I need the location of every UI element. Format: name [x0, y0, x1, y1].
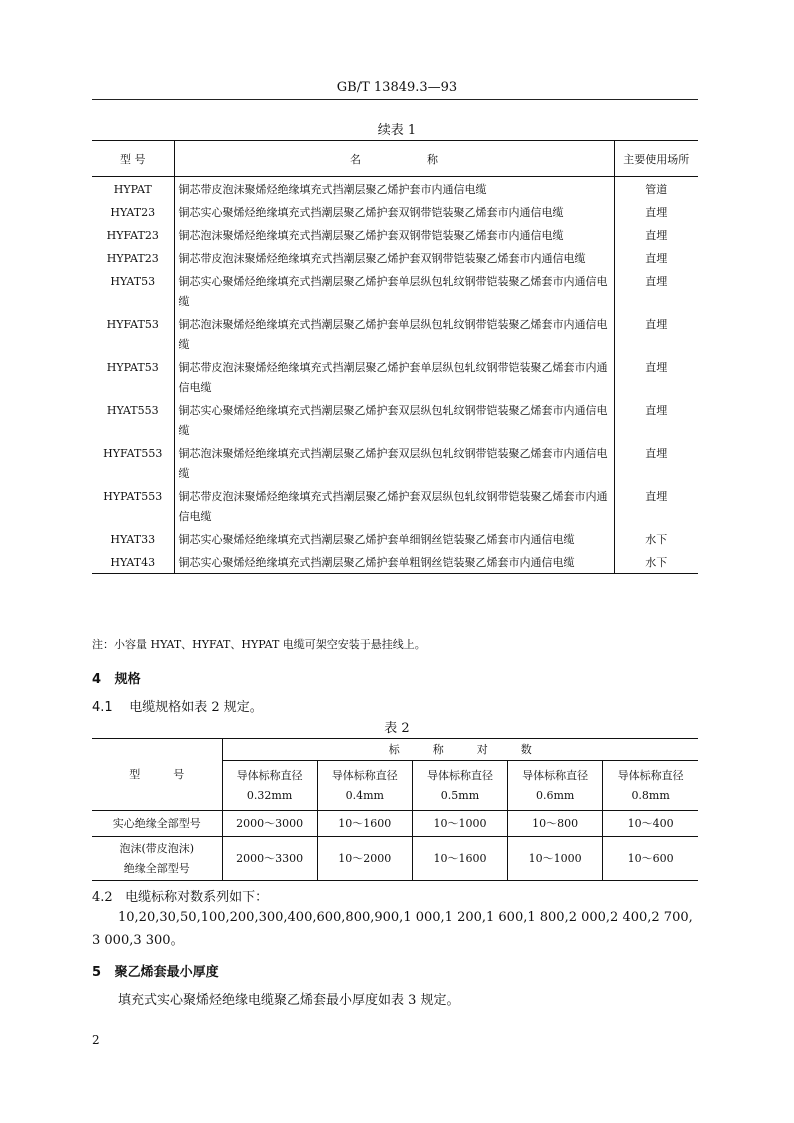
table1-model-cell: HYPAT53 — [92, 355, 174, 398]
table2-group-header: 标 称 对 数 — [222, 739, 698, 761]
table2-diameter-label: 导体标称直径 — [236, 768, 303, 782]
table1-header-row — [92, 141, 698, 177]
table1-use-cell: 直埋 — [645, 361, 668, 374]
table1-name-cell: 铜芯泡沫聚烯烃绝缘填充式挡潮层聚乙烯护套双层纵包轧纹钢带铠装聚乙烯套市内通信电缆 — [174, 441, 614, 484]
table1-use-cell: 直埋 — [645, 404, 668, 417]
table2-value-cell: 10～2000 — [317, 837, 412, 881]
table2-value-cell: 10～800 — [508, 811, 603, 837]
table1-name-cell: 铜芯实心聚烯烃绝缘填充式挡潮层聚乙烯护套单粗钢丝铠装聚乙烯套市内通信电缆 — [174, 550, 614, 574]
section-5-heading — [92, 961, 219, 980]
table1-name-cell: 铜芯实心聚烯烃绝缘填充式挡潮层聚乙烯护套双钢带铠装聚乙烯套市内通信电缆 — [174, 200, 614, 223]
table1-header-name: 名 称 — [174, 141, 614, 177]
table1-use-cell: 直埋 — [645, 252, 668, 265]
table2-diameter-value: 0.32mm — [246, 788, 293, 802]
table1-model-cell: HYPAT553 — [92, 484, 174, 527]
table1-model-cell: HYPAT — [92, 177, 174, 201]
table2-diameter-header — [603, 761, 698, 811]
table1-use-cell: 水下 — [645, 533, 668, 546]
table2-value-cell: 2000～3300 — [222, 837, 317, 881]
table1-name-cell: 铜芯带皮泡沫聚烯烃绝缘填充式挡潮层聚乙烯护套双钢带铠装聚乙烯套市内通信电缆 — [174, 246, 614, 269]
table1-use-cell: 直埋 — [645, 206, 668, 219]
table1-name-cell: 铜芯带皮泡沫聚烯烃绝缘填充式挡潮层聚乙烯护套单层纵包轧纹钢带铠装聚乙烯套市内通信电缆 — [174, 355, 614, 398]
section-5-body: 填充式实心聚烯烃绝缘电缆聚乙烯套最小厚度如表 3 规定。 — [118, 993, 460, 1008]
table2-model-header: 型 号 — [92, 739, 222, 811]
table1-use-cell: 直埋 — [645, 490, 668, 503]
table1-row — [92, 355, 698, 398]
section-5-number: 5 — [92, 965, 102, 980]
table2-diameter-header — [412, 761, 507, 811]
table1-model-cell: HYAT43 — [92, 550, 174, 574]
table1-caption: 续表 1 — [377, 123, 417, 138]
series-line-2: 3 000,3 300。 — [92, 933, 184, 948]
table2-row-label-line: 实心绝缘全部型号 — [112, 816, 201, 830]
table2-row-label-line: 泡沫(带皮泡沫) — [119, 841, 195, 855]
table1-model-cell: HYAT53 — [92, 269, 174, 312]
table2-diameter-label: 导体标称直径 — [426, 768, 493, 782]
table1-model-cell: HYFAT23 — [92, 223, 174, 246]
table1-use-cell: 水下 — [614, 550, 698, 574]
table1-row — [92, 269, 698, 312]
table2-diameter-label: 导体标称直径 — [522, 768, 589, 782]
table1-row — [92, 312, 698, 355]
section-4-title: 规格 — [114, 672, 141, 687]
table1-row — [92, 246, 698, 269]
section-4-number: 4 — [92, 672, 102, 687]
table1-row — [92, 441, 698, 484]
table2-caption: 表 2 — [384, 721, 410, 736]
table2-value-cell: 10～1000 — [412, 811, 507, 837]
table1-header-use: 主要使用场所 — [614, 141, 698, 177]
table1-name-cell: 铜芯泡沫聚烯烃绝缘填充式挡潮层聚乙烯护套单层纵包轧纹钢带铠装聚乙烯套市内通信电缆 — [174, 312, 614, 355]
table1-model-cell: HYAT33 — [92, 527, 174, 550]
table2-value-cell: 10～1000 — [508, 837, 603, 881]
table2-value-cell: 10～1600 — [412, 837, 507, 881]
table1-name-cell: 铜芯实心聚烯烃绝缘填充式挡潮层聚乙烯护套双层纵包轧纹钢带铠装聚乙烯套市内通信电缆 — [174, 398, 614, 441]
table1-row — [92, 177, 698, 201]
clause-4-1-number: 4.1 — [92, 700, 113, 715]
table1-model-cell: HYAT23 — [92, 200, 174, 223]
table1-use-cell: 直埋 — [645, 447, 668, 460]
standard-code: GB/T 13849.3—93 — [336, 80, 458, 95]
table2-row-label-line: 绝缘全部型号 — [123, 861, 190, 875]
series-line-1: 10,20,30,50,100,200,300,400,600,800,900,1 000,1 200,1 600,1 800,2 000,2 400,2 700, — [118, 910, 693, 925]
table1-row — [92, 398, 698, 441]
document-header — [0, 80, 794, 95]
table1-row — [92, 200, 698, 223]
table2-row — [92, 811, 698, 837]
section-5-title: 聚乙烯套最小厚度 — [114, 965, 219, 980]
table1-row — [92, 223, 698, 246]
table1-model-cell: HYFAT553 — [92, 441, 174, 484]
table2-value-cell: 10～600 — [603, 837, 698, 881]
table1-model-cell: HYFAT53 — [92, 312, 174, 355]
table1-body — [92, 177, 698, 574]
table2-group-header-row — [92, 739, 698, 761]
table1 — [92, 140, 698, 574]
page-number: 2 — [92, 1033, 100, 1047]
table2-diameter-header — [508, 761, 603, 811]
header-rule — [92, 99, 698, 100]
table2 — [92, 738, 698, 881]
table1-name-cell: 铜芯实心聚烯烃绝缘填充式挡潮层聚乙烯护套单层纵包轧纹钢带铠装聚乙烯套市内通信电缆 — [174, 269, 614, 312]
table1-name-cell: 铜芯带皮泡沫聚烯烃绝缘填充式挡潮层聚乙烯护套双层纵包轧纹钢带铠装聚乙烯套市内通信电缆 — [174, 484, 614, 527]
table1-model-cell: HYPAT23 — [92, 246, 174, 269]
table1-note: 注：小容量 HYAT、HYFAT、HYPAT 电缆可架空安装于悬挂线上。 — [92, 638, 426, 651]
table1-use-cell: 直埋 — [645, 275, 668, 288]
table2-row-label — [92, 811, 222, 837]
table2-row-label — [92, 837, 222, 881]
clause-4-2-number: 4.2 — [92, 890, 113, 905]
table2-value-cell: 2000～3000 — [222, 811, 317, 837]
table1-use-cell: 直埋 — [645, 318, 668, 331]
table2-value-cell: 10～400 — [603, 811, 698, 837]
table1-use-cell: 管道 — [645, 183, 668, 196]
table2-diameter-header — [317, 761, 412, 811]
table2-diameter-value: 0.8mm — [631, 788, 670, 802]
table2-diameter-value: 0.4mm — [345, 788, 384, 802]
table2-diameter-value: 0.5mm — [440, 788, 480, 802]
table2-diameter-label: 导体标称直径 — [617, 768, 684, 782]
table2-row — [92, 837, 698, 881]
table1-row — [92, 484, 698, 527]
clause-4-1-text: 电缆规格如表 2 规定。 — [129, 700, 263, 715]
table1-row — [92, 550, 698, 574]
table1-header-model: 型 号 — [92, 141, 174, 177]
clause-4-2 — [92, 886, 268, 905]
table1-row — [92, 527, 698, 550]
table2-diameter-label: 导体标称直径 — [331, 768, 398, 782]
table1-name-cell: 铜芯实心聚烯烃绝缘填充式挡潮层聚乙烯护套单细钢丝铠装聚乙烯套市内通信电缆 — [174, 527, 614, 550]
table2-diameter-header — [222, 761, 317, 811]
table2-value-cell: 10～1600 — [317, 811, 412, 837]
clause-4-1 — [92, 696, 263, 715]
table1-name-cell: 铜芯带皮泡沫聚烯烃绝缘填充式挡潮层聚乙烯护套市内通信电缆 — [174, 177, 614, 201]
section-4-heading — [92, 668, 141, 687]
table1-model-cell: HYAT553 — [92, 398, 174, 441]
table1-use-cell: 直埋 — [645, 229, 668, 242]
clause-4-2-text: 电缆标称对数系列如下： — [125, 890, 269, 905]
table2-diameter-value: 0.6mm — [535, 788, 575, 802]
table1-name-cell: 铜芯泡沫聚烯烃绝缘填充式挡潮层聚乙烯护套双钢带铠装聚乙烯套市内通信电缆 — [174, 223, 614, 246]
pair-count-series — [92, 906, 704, 952]
